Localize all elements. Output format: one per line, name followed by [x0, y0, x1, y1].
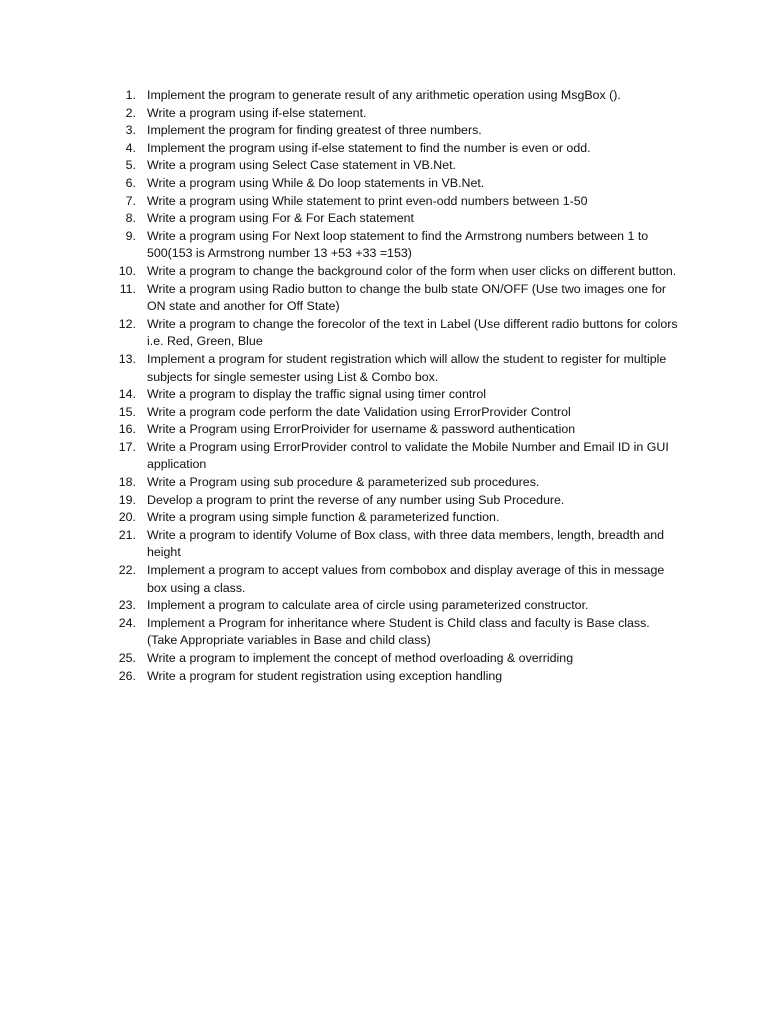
list-item-number: 10. — [118, 263, 136, 278]
list-item-number: 5. — [125, 158, 136, 173]
list-item — [118, 650, 678, 668]
list-item-number: 21. — [118, 527, 136, 542]
list-item-number: 3. — [125, 123, 136, 138]
list-item — [118, 597, 678, 615]
list-item-text: Write a Program using ErrorProvider control to validate the Mobile Number and Email ID in GUI application — [147, 439, 669, 472]
list-item — [118, 509, 678, 527]
list-item-text: Write a program using For Next loop statement to find the Armstrong numbers between 1 to 500(153 is Armstrong number 13 +53 +33 =153) — [147, 228, 649, 261]
list-item — [118, 421, 678, 439]
list-item-text: Implement a program to accept values from combobox and display average of this in message box using a class. — [147, 563, 665, 595]
list-item — [118, 474, 678, 492]
list-item — [118, 210, 678, 228]
list-item-number: 2. — [125, 105, 136, 120]
list-item — [118, 615, 678, 650]
list-item-text: Implement a program for student registration which will allow the student to register for multiple subjects for single semester using List & Combo box. — [147, 351, 667, 384]
list-item-text: Write a program to identify Volume of Box class, with three data members, length, breadth and height — [147, 527, 664, 560]
list-item-number: 11. — [119, 281, 136, 296]
list-item-number: 9. — [125, 228, 136, 243]
list-item-number: 15. — [118, 404, 136, 419]
list-item — [118, 668, 678, 686]
list-item-text: Implement the program to generate result of any arithmetic operation using MsgBox (). — [147, 88, 621, 102]
list-item-text: Write a program using While statement to print even-odd numbers between 1-50 — [147, 193, 588, 208]
list-item-text: Write a program using Select Case statement in VB.Net. — [147, 158, 456, 173]
list-item-number: 7. — [125, 193, 136, 208]
list-item — [118, 228, 678, 263]
list-item-text: Write a program for student registration using exception handling — [147, 668, 503, 683]
list-item-number: 19. — [118, 492, 136, 507]
list-item — [118, 175, 678, 193]
list-item — [118, 562, 678, 597]
list-item — [118, 122, 678, 140]
list-item-text: Write a program to change the background color of the form when user clicks on different button. — [147, 263, 677, 278]
list-item — [118, 316, 678, 351]
list-item — [118, 140, 678, 158]
list-item-text: Develop a program to print the reverse of any number using Sub Procedure. — [147, 492, 565, 507]
list-item — [118, 87, 678, 105]
list-item-text: Write a Program using sub procedure & parameterized sub procedures. — [147, 475, 540, 490]
list-item-text: Write a Program using ErrorProivider for username & password authentication — [147, 422, 576, 437]
list-item-number: 8. — [125, 211, 136, 226]
list-item-number: 25. — [118, 651, 136, 665]
list-item — [118, 439, 678, 474]
list-item — [118, 404, 678, 422]
list-item-number: 1. — [125, 88, 136, 102]
list-item — [118, 386, 678, 404]
list-item-text: Implement a Program for inheritance where Student is Child class and faculty is Base class. (Take Appropriate variables in Base and child class) — [147, 615, 650, 648]
list-item — [118, 263, 678, 281]
list-item-number: 24. — [118, 615, 136, 630]
list-item — [118, 105, 678, 123]
list-item-text: Write a program using While & Do loop statements in VB.Net. — [147, 175, 485, 190]
list-item-number: 13. — [118, 351, 136, 366]
list-item-text: Write a program to implement the concept of method overloading & overriding — [147, 651, 574, 665]
program-list — [118, 87, 678, 685]
list-item-number: 23. — [118, 598, 136, 613]
list-item — [118, 193, 678, 211]
list-item-number: 26. — [118, 668, 136, 683]
list-item-number: 22. — [118, 563, 136, 578]
list-item-number: 14. — [118, 387, 136, 402]
list-item-number: 4. — [125, 140, 136, 155]
list-item-text: Implement a program to calculate area of circle using parameterized constructor. — [147, 598, 589, 613]
list-item-number: 20. — [118, 510, 136, 525]
list-item-number: 17. — [118, 439, 136, 454]
list-item-number: 12. — [118, 316, 136, 331]
list-item-text: Implement the program for finding greatest of three numbers. — [147, 123, 482, 138]
list-item-number: 6. — [125, 175, 136, 190]
list-item-text: Implement the program using if-else statement to find the number is even or odd. — [147, 140, 591, 155]
list-item-number: 18. — [118, 475, 136, 490]
list-item-text: Write a program code perform the date Validation using ErrorProvider Control — [147, 404, 571, 419]
list-item-text: Write a program using if-else statement. — [147, 105, 367, 120]
list-item-text: Write a program using For & For Each statement — [147, 211, 414, 226]
list-item — [118, 157, 678, 175]
list-item — [118, 351, 678, 386]
list-item-number: 16. — [118, 422, 136, 437]
list-item-text: Write a program to change the forecolor of the text in Label (Use different radio buttons for colors i.e. Red, Green, Blue — [147, 316, 678, 349]
list-item — [118, 281, 678, 316]
list-item-text: Write a program using Radio button to change the bulb state ON/OFF (Use two images one for ON state and another for Off State) — [147, 281, 667, 314]
list-item-text: Write a program to display the traffic signal using timer control — [147, 387, 487, 402]
list-item — [118, 492, 678, 510]
list-item-text: Write a program using simple function & parameterized function. — [147, 510, 500, 525]
list-item — [118, 527, 678, 562]
